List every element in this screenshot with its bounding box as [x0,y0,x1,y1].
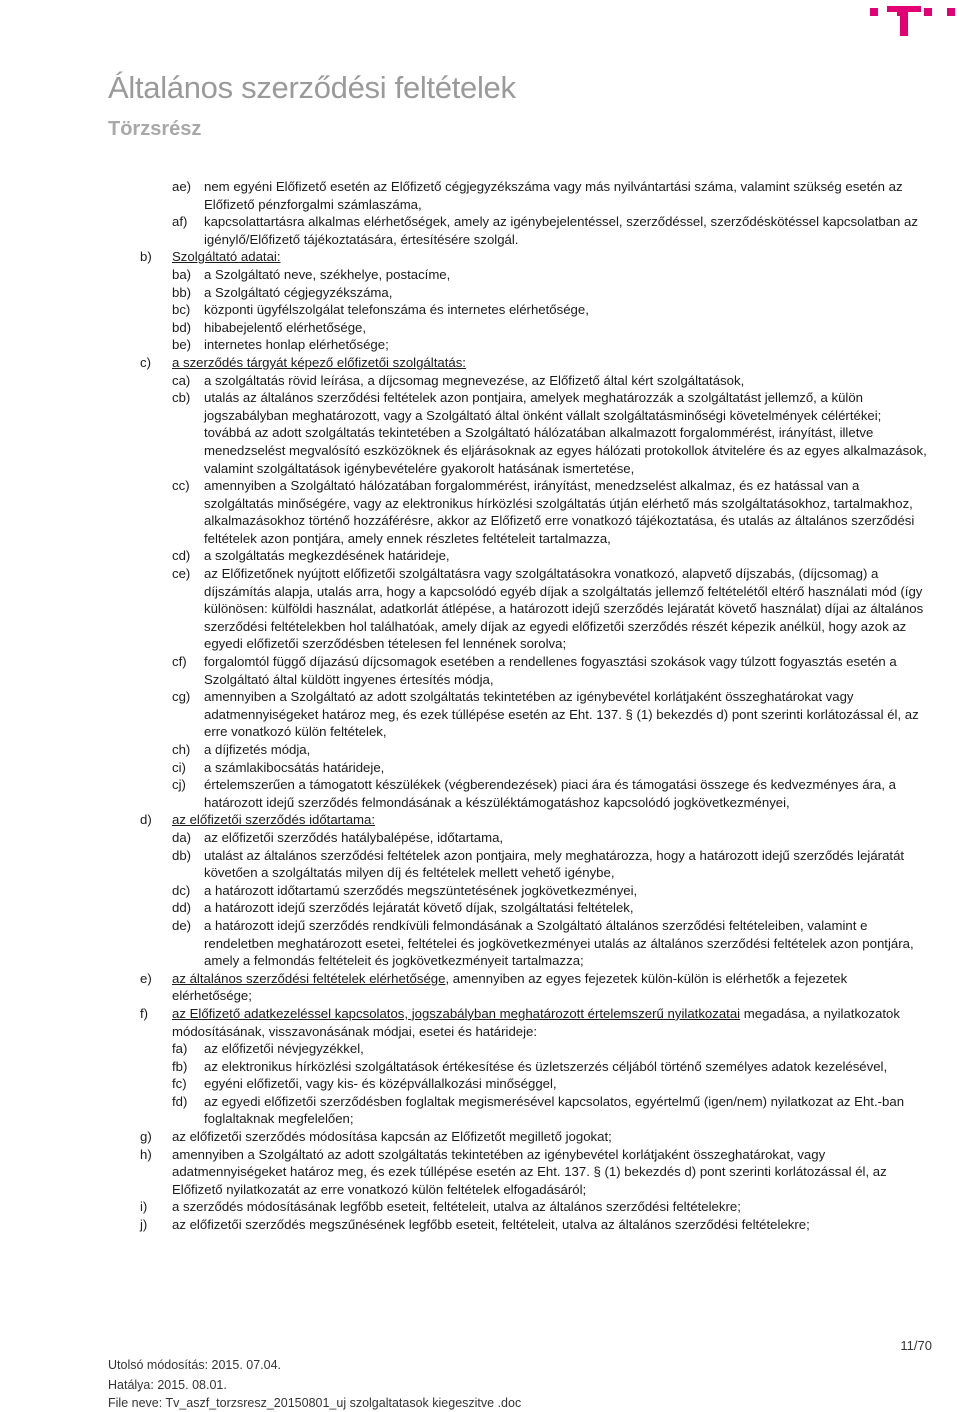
item-text: az Előfizetőnek nyújtott előfizetői szolgáltatásra vagy szolgáltatásokra vonatkozó, alapvető díjszabás, (díjcsomag) a díjszámítás alapja, utalás arra, hogy a kapcsolódó egyéb díjak a szolgáltatás jellemző feltételétől eltérő használati mód (így különösen: külföldi használat, adatkorlát átlépése, a határozott idejű szerződés lejáratát követő használat) díjai az általános szerződési feltételekben hol találhatóak, amely díjak az egyedi előfizetői szerződés részét képezik anélkül, hogy azok az egyedi előfizetői szerződésben tételesen fel lennének sorolva; [204,566,924,652]
logo-stem [900,6,908,36]
item-label: bc) [172,302,191,318]
section-heading: a szerződés tárgyát képező előfizetői szolgáltatás: [172,354,466,370]
item-label: ci) [172,759,186,775]
item-label: ca) [172,372,191,388]
item-label: cf) [172,654,187,670]
list-item [140,372,930,390]
list-item [140,688,930,741]
list-item [140,565,930,653]
item-text: hibabejelentő elérhetősége, [204,319,367,335]
section-rest: az előfizetői szerződés megszűnésének legfőbb eseteit, feltételeit, utalva az általános szerződési feltételekre; [172,1217,810,1233]
list-item [140,477,930,547]
item-text: utalás az általános szerződési feltételek azon pontjaira, amelyek meghatározzák a szolgáltatást jellemző, a külön jogszabályban meghatározott, vagy a Szolgáltató által önként vállalt szolgáltatásminőségi követelmények célértékei; továbbá az adott szolgáltatás tekintetében a Szolgáltató hálózatában alkalmazott forgalommérést, irányítást, illetve menedzselést megvalósító eszközöknek és eljárásoknak az egyes hálózati protokollok átvitelére és az egyes alkalmazások, valamint szolgáltatások igénybevételére gyakorolt hatásának ismertetése, [204,390,927,476]
item-text: a határozott időtartamú szerződés megszüntetésének jogkövetkezményei, [204,882,638,898]
footer-effective: Hatálya: 2015. 08.01. [108,1378,227,1392]
section-h [140,1146,930,1199]
section-label: f) [140,1005,149,1021]
section-b [140,248,930,266]
item-label: dc) [172,882,191,898]
section-d [140,811,930,829]
list-item [140,653,930,688]
item-label: bd) [172,319,192,335]
document-body [140,178,930,1234]
section-text [172,970,930,1005]
item-text: az elektronikus hírközlési szolgáltatások értékesítése és üzletszerzés céljából történő személyes adatok kezelésével, [204,1058,888,1074]
item-text: az előfizetői szerződés hatálybalépése, időtartama, [204,829,504,845]
list-item [140,759,930,777]
page-subtitle: Törzsrész [108,118,202,140]
list-item [140,213,930,248]
item-text: a szolgáltatás megkezdésének határideje, [204,548,450,564]
section-e [140,970,930,1005]
section-heading: Szolgáltató adatai: [172,249,281,265]
list-item [140,829,930,847]
item-text: forgalomtól függő díjazású díjcsomagok esetében a rendellenes fogyasztási szokások vagy túlzott fogyasztás esetén a Szolgáltató által küldött ingyenes értesítés módja, [204,654,897,687]
section-label: g) [140,1129,152,1145]
item-label: db) [172,847,192,863]
item-label: de) [172,917,192,933]
page-number: 11/70 [900,1338,932,1353]
item-label: ce) [172,566,191,582]
item-label: ba) [172,266,192,282]
item-text: a Szolgáltató cégjegyzékszáma, [204,284,393,300]
item-text: központi ügyfélszolgálat telefonszáma és internetes elérhetősége, [204,302,589,318]
section-c [140,354,930,372]
list-item [140,301,930,319]
list-item [140,776,930,811]
section-j [140,1216,930,1234]
item-label: cd) [172,548,191,564]
brand-dot [870,8,878,16]
section-heading: az Előfizető adatkezeléssel kapcsolatos, jogszabályban meghatározott értelemszerű nyilatkozatai [172,1005,741,1021]
item-label: cb) [172,390,191,406]
footer-filename: File neve: Tv_aszf_torzsresz_20150801_uj szolgaltatasok kiegeszitve .doc [108,1396,522,1410]
item-text: a határozott idejű szerződés lejáratát követő díjak, szolgáltatási feltételek, [204,900,634,916]
section-text [172,1216,930,1234]
item-text: kapcsolattartásra alkalmas elérhetőségek, amely az igénybejelentéssel, szerződéssel, szerződéskötéssel kapcsolatban az igénylő/Előfizető tájékoztatására, értesítésére szolgál. [204,214,918,247]
section-text [172,248,930,266]
section-rest: megadása, a nyilatkozatok módosításának, visszavonásának módjai, esetei és határideje: [172,1005,900,1039]
item-text: a számlakibocsátás határideje, [204,759,385,775]
section-heading: az előfizetői szerződés időtartama: [172,812,376,828]
item-label: bb) [172,284,192,300]
item-label: cg) [172,689,191,705]
list-item [140,1040,930,1058]
list-item [140,847,930,882]
item-label: fa) [172,1041,188,1057]
item-text: értelemszerűen a támogatott készülékek (végberendezések) piaci ára és támogatási összege és kedvezményes ára, a határozott idejű szerződés felmondásának a készüléktámogatáshoz kapcsolódó jogkövetkezményei, [204,777,896,810]
section-label: h) [140,1146,152,1162]
item-label: ch) [172,742,191,757]
list-item [140,547,930,565]
list-item [140,899,930,917]
list-item [140,178,930,213]
section-label: e) [140,970,152,986]
brand-dot [924,8,932,16]
page-title: Általános szerződési feltételek [108,70,516,105]
item-text: a szolgáltatás rövid leírása, a díjcsomag megnevezése, az Előfizető által kért szolgáltatások, [204,372,745,388]
list-item [140,741,930,759]
item-text: a Szolgáltató neve, székhelye, postacíme, [204,266,451,282]
footer-modified: Utolsó módosítás: 2015. 07.04. [108,1358,282,1372]
item-label: cc) [172,478,190,494]
item-text: az előfizetői névjegyzékkel, [204,1041,364,1057]
list-item [140,389,930,477]
telekom-t-logo-icon [887,0,921,36]
brand-dot [947,8,955,16]
item-label: fc) [172,1076,187,1092]
section-label: i) [140,1199,148,1215]
item-label: da) [172,829,192,845]
item-text: utalást az általános szerződési feltételek azon pontjaira, mely meghatározza, hogy a határozott idejű szerződés lejáratát követően a szolgáltatás milyen díj és feltételek mellett vehető igénybe, [204,847,905,881]
section-text [172,354,930,372]
section-i [140,1198,930,1216]
section-text [172,811,930,829]
list-item [140,1075,930,1093]
section-rest: amennyiben a Szolgáltató az adott szolgáltatás tekintetében az igénybevétel korlátjaként összeghatárokat, vagy adatmennyiségeket határoz meg, és ezek túllépése esetén az Eht. 137. § (1) bekezdés d) pont szerinti korlátozással él, az Előfizető nyilatkozatát az erre vonatkozó külön feltételek elfogadásáról; [172,1146,887,1197]
item-text: a díjfizetés módja, [204,742,311,757]
list-item [140,284,930,302]
list-item [140,882,930,900]
section-label: d) [140,812,152,828]
item-text: amennyiben a Szolgáltató hálózatában forgalommérést, irányítást, menedzselést alkalmaz, és ez hatással van a szolgáltatás minőségére, vagy az elektronikus hírközlési szolgáltatás útján elérhető más szolgáltatásokhoz, tartalmakhoz, alkalmazásokhoz történő hozzáférésre, akkor az Előfizető erre vonatkozó tájékoztatása, és utalás az általános szerződési feltételek azon pontjára, amely ennek részletes feltételeit tartalmazza, [204,478,915,546]
list-item [140,1093,930,1128]
item-label: dd) [172,900,192,916]
section-text [172,1005,930,1040]
section-label: c) [140,354,151,370]
item-label: cj) [172,777,186,793]
section-f [140,1005,930,1040]
section-g [140,1128,930,1146]
section-text [172,1128,930,1146]
item-text: amennyiben a Szolgáltató az adott szolgáltatás tekintetében az igénybevétel korlátjaként összeghatárokat vagy adatmennyiségeket határoz meg, és ezek túllépése esetén az Eht. 137. § (1) bekezdés d) pont szerinti korlátozással él, az erre vonatkozó külön feltételek, [204,689,919,740]
list-item [140,917,930,970]
item-label: be) [172,337,192,353]
section-text [172,1198,930,1216]
list-item [140,266,930,284]
section-rest: az előfizetői szerződés módosítása kapcsán az Előfizetőt megillető jogokat; [172,1129,612,1145]
item-text: a határozott idejű szerződés rendkívüli felmondásának a Szolgáltató általános szerződési feltételeiben, valamint e rendeletben meghatározott esetei, feltételei és jogkövetkezményei utalás az általános szerződési feltételek azon pontjára, amely a felmondás feltételeit és jogkövetkezményeit tartalmazza; [204,917,914,969]
item-label: fd) [172,1093,188,1109]
section-rest: , amennyiben az egyes fejezetek külön-külön is elérhetők a fejezetek elérhetősége; [172,970,848,1004]
item-text: nem egyéni Előfizető esetén az Előfizető cégjegyzékszáma vagy más nyilvántartási száma, valamint szükség esetén az Előfizető pénzforgalmi számlaszáma, [204,179,903,212]
item-label: fb) [172,1058,188,1074]
item-text: az egyedi előfizetői szerződésben foglaltak megismerésével kapcsolatos, egyértelmű (igen/nem) nyilatkozat az Eht.-ban foglaltaknak megfelelően; [204,1093,905,1127]
list-item [140,336,930,354]
item-text: egyéni előfizetői, vagy kis- és középvállalkozási minőséggel, [204,1076,557,1092]
list-item [140,319,930,337]
item-label: af) [172,214,188,230]
section-text [172,1146,930,1199]
list-item [140,1058,930,1076]
section-heading: az általános szerződési feltételek elérhetősége [172,970,446,986]
item-label: ae) [172,179,192,194]
section-rest: a szerződés módosításának legfőbb eseteit, feltételeit, utalva az általános szerződési feltételekre; [172,1199,741,1215]
section-label: j) [140,1217,148,1233]
section-label: b) [140,249,152,265]
item-text: internetes honlap elérhetősége; [204,337,389,353]
